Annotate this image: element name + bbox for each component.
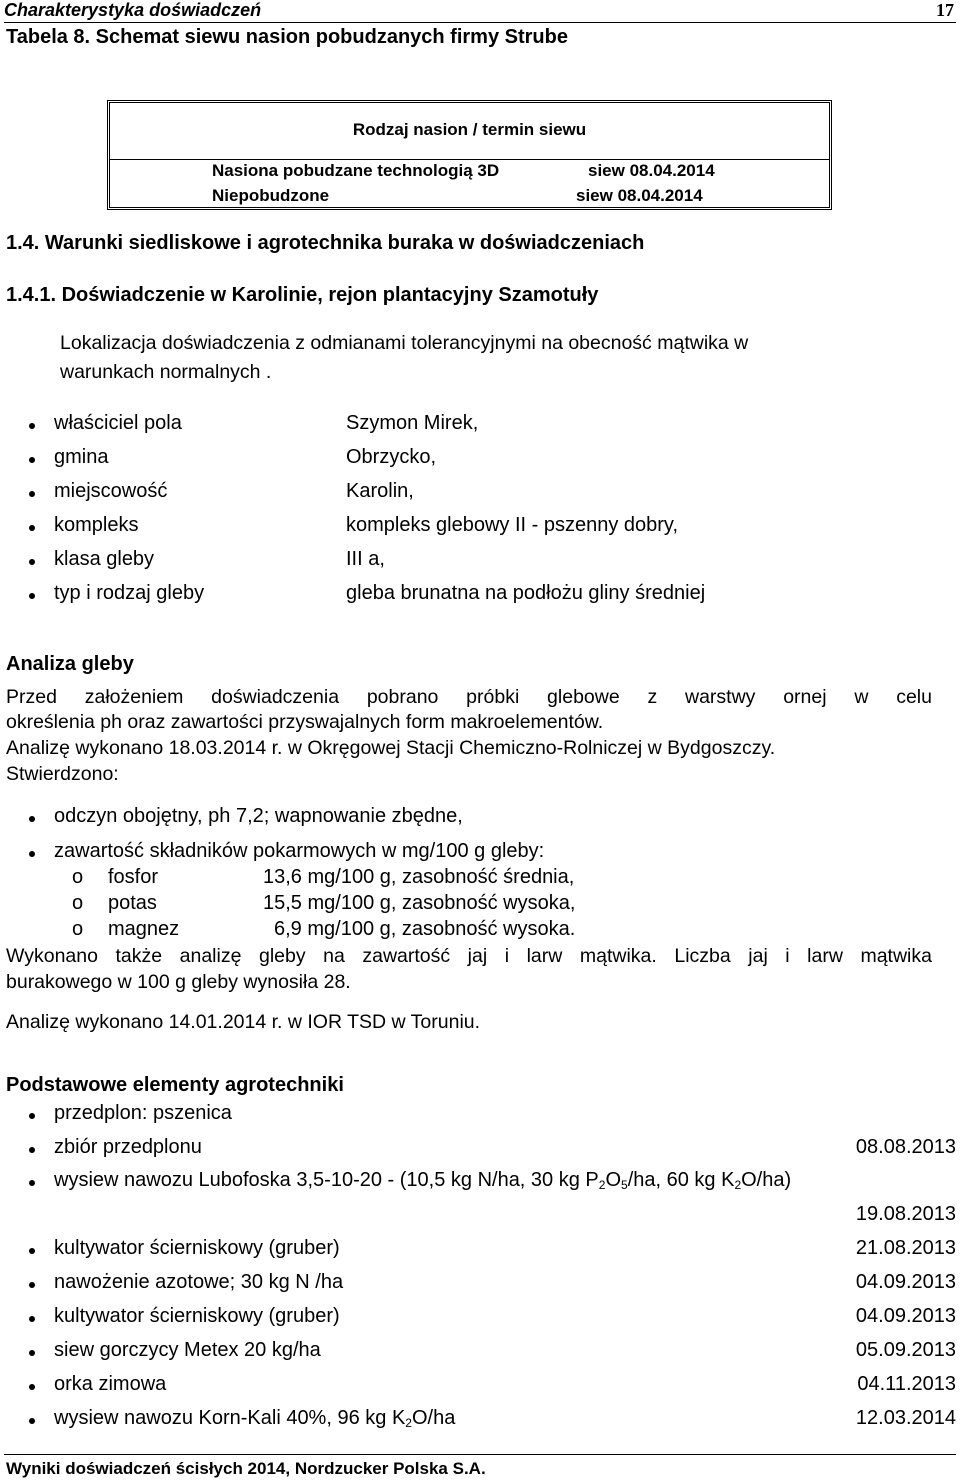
bullet-icon [29, 816, 35, 822]
paragraph-text: określenia ph oraz zawartości przyswajalnych form makroelementów. [6, 711, 604, 733]
treatment-text: wysiew nawozu Korn-Kali 40%, 96 kg $K_2O/ha$ [54, 1407, 456, 1430]
detail-value: Obrzycko, [346, 446, 437, 468]
bullet-icon [29, 851, 35, 857]
page-footer: Wyniki doświadczeń ścisłych 2014, Nordzucker Polska S.A. [6, 1459, 486, 1478]
paragraph-text: Przed założeniem doświadczenia pobrano próbki glebowe z warstwy ornej w celu [6, 686, 932, 708]
bullet-icon [29, 1147, 35, 1153]
treatment-date: 04.11.2013 [857, 1373, 956, 1395]
detail-label: kompleks [54, 514, 139, 536]
detail-value: gleba brunatna na podłożu gliny średniej [346, 582, 706, 604]
bullet-icon [29, 559, 35, 565]
sub-bullet-marker: o [72, 866, 84, 888]
sub-bullet-marker: o [72, 918, 84, 940]
detail-value: Karolin, [346, 480, 414, 502]
soil-analysis-heading: Analiza gleby [6, 653, 134, 675]
bullet-icon [29, 457, 35, 463]
nutrient-name: magnez [108, 918, 180, 940]
treatment-date: 05.09.2013 [855, 1339, 956, 1361]
paragraph-text: Stwierdzono: [6, 763, 119, 785]
treatment-text: zbiór przedplonu [54, 1136, 202, 1158]
treatment-text: siew gorczycy Metex 20 kg/ha [54, 1339, 321, 1361]
nutrient-value: 13,6 mg/100 g, zasobność średnia, [263, 866, 575, 888]
running-header: Charakterystyka doświadczeń [4, 0, 262, 20]
table-caption: Tabela 8. Schemat siewu nasion pobudzanych firmy Strube [6, 26, 568, 48]
subsection-heading: 1.4.1. Doświadczenie w Karolinie, rejon plantacyjny Szamotuły [6, 284, 599, 306]
bullet-icon [29, 1248, 35, 1254]
table-heading: Rodzaj nasion / termin siewu [352, 120, 587, 139]
detail-value: kompleks glebowy II - pszenny dobry, [346, 514, 679, 536]
table-divider [110, 159, 829, 160]
detail-label: właściciel pola [54, 412, 182, 434]
treatment-text: kultywator ścierniskowy (gruber) [54, 1305, 340, 1327]
treatment-text: wysiew nawozu Lubofoska 3,5-10-20 - (10,5 kg N/ha, 30 kg $P_2O_5/ha$, 60 kg $K_2O/ha$) [54, 1169, 792, 1192]
treatment-text: kultywator ścierniskowy (gruber) [54, 1237, 340, 1259]
table-cell-date: siew 08.04.2014 [576, 186, 703, 205]
table-cell-seed: Nasiona pobudzane technologią 3D [212, 161, 500, 180]
treatment-text: przedplon: pszenica [54, 1102, 232, 1124]
header-rule [4, 22, 956, 23]
nutrient-value: 6,9 mg/100 g, zasobność wysoka. [274, 918, 576, 940]
bullet-icon [29, 1180, 35, 1186]
section-heading: 1.4. Warunki siedliskowe i agrotechnika buraka w doświadczeniach [6, 232, 645, 254]
treatment-text: nawożenie azotowe; 30 kg N /ha [54, 1271, 344, 1293]
paragraph-text: Analizę wykonano 14.01.2014 r. w IOR TSD w Toruniu. [6, 1011, 481, 1033]
bullet-icon [29, 593, 35, 599]
bullet-icon [29, 1113, 35, 1119]
sub-bullet-marker: o [72, 892, 84, 914]
detail-value: Szymon Mirek, [346, 412, 479, 434]
detail-label: klasa gleby [54, 548, 155, 570]
footer-rule [4, 1454, 956, 1455]
treatment-date: 08.08.2013 [855, 1136, 956, 1158]
bullet-icon [29, 491, 35, 497]
paragraph-text: Analizę wykonano 18.03.2014 r. w Okręgowej Stacji Chemiczno-Rolniczej w Bydgoszczy. [6, 737, 776, 759]
bullet-icon [29, 1384, 35, 1390]
paragraph-text: burakowego w 100 g gleby wynosiła 28. [6, 971, 351, 993]
soil-finding: zawartość składników pokarmowych w mg/100 g gleby: [54, 840, 545, 862]
treatment-date: 21.08.2013 [855, 1237, 956, 1259]
treatment-text: orka zimowa [54, 1373, 167, 1395]
paragraph-text: Wykonano także analizę gleby na zawartość jaj i larw mątwika. Liczba jaj i larw mątwika [6, 945, 932, 967]
table-cell-seed: Niepobudzone [212, 186, 330, 205]
nutrient-name: fosfor [108, 866, 159, 888]
nutrient-value: 15,5 mg/100 g, zasobność wysoka, [263, 892, 576, 914]
sowing-scheme-table [107, 100, 832, 210]
location-text: Lokalizacja doświadczenia z odmianami tolerancyjnymi na obecność mątwika w [60, 332, 749, 354]
bullet-icon [29, 1316, 35, 1322]
treatment-date: 12.03.2014 [855, 1407, 956, 1429]
table-cell-date: siew 08.04.2014 [588, 161, 715, 180]
detail-label: typ i rodzaj gleby [54, 582, 205, 604]
treatment-date: 04.09.2013 [855, 1305, 956, 1327]
bullet-icon [29, 423, 35, 429]
treatment-date: 19.08.2013 [855, 1203, 956, 1225]
nutrient-name: potas [108, 892, 157, 914]
soil-finding: odczyn obojętny, ph 7,2; wapnowanie zbędne, [54, 805, 463, 827]
bullet-icon [29, 1282, 35, 1288]
bullet-icon [29, 1350, 35, 1356]
location-text: warunkach normalnych . [60, 361, 272, 383]
bullet-icon [29, 1418, 35, 1424]
agrotechnics-heading: Podstawowe elementy agrotechniki [6, 1074, 344, 1096]
treatment-date: 04.09.2013 [855, 1271, 956, 1293]
page-number: 17 [936, 0, 954, 20]
detail-value: III a, [346, 548, 385, 570]
detail-label: gmina [54, 446, 109, 468]
bullet-icon [29, 525, 35, 531]
detail-label: miejscowość [54, 480, 168, 502]
